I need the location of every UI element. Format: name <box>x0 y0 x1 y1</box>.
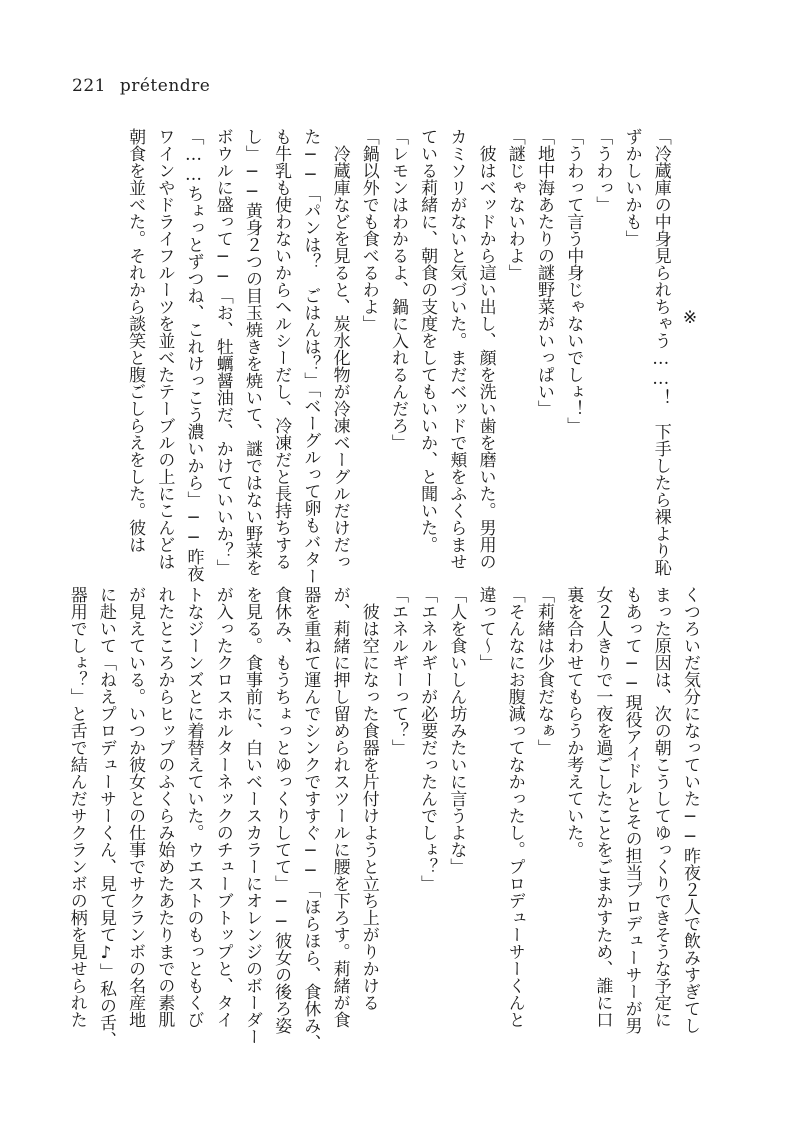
text-line: 「エネルギーって？」 <box>387 586 408 756</box>
text-line: ている莉緒に、朝食の支度をしてもいいか、と聞いた。 <box>417 128 438 553</box>
text-line: 違って～」 <box>475 586 496 671</box>
text-line: が見えている。いつか彼女との仕事でサクランボの名産地 <box>125 586 146 1028</box>
text-line: 「うわって言う中身じゃないでしょ！」 <box>563 128 584 434</box>
text-line: し」──黄身２つの目玉焼きを焼いて、謎ではない野菜を <box>241 128 262 576</box>
text-line: 器を重ねて運んでシンクですすぐ──「ほらほら、食休み、 <box>300 586 321 1051</box>
text-line: 「鍋以外でも食べるわよ」 <box>358 128 379 332</box>
text-line: カミソリがないと気づいた。まだベッドで頬をふくらませ <box>446 128 467 570</box>
text-line: れたところからヒップのふくらみ始めたあたりまでの素肌 <box>154 586 175 1028</box>
text-line: まった原因は、次の朝こうしてゆっくりできそうな予定に <box>650 586 671 1028</box>
text-line: に赴いて「ねえプロデューサーくん、見て見て♪」私の舌、 <box>95 586 116 1048</box>
text-line: 器用でしょ？」と舌で結んだサクランボの柄を見せられた <box>66 586 87 1028</box>
page-number: 221 <box>72 76 106 96</box>
text-line: 「うわっ」 <box>592 128 613 213</box>
text-line: ワインやドライフルーツを並べたテーブルの上にこんどは <box>154 128 175 570</box>
section-separator: ※ <box>680 308 700 328</box>
text-line: ずかしいかも」 <box>621 128 642 247</box>
text-line: 食休み、もうちょっとゆっくりしてて」──彼女の後ろ姿 <box>271 586 292 1034</box>
text-line: を見る。食事前に、白いベースカラーにオレンジのボーダー <box>241 586 262 1045</box>
text-line: 「人を食いしん坊みたいに言うよな」 <box>446 586 467 875</box>
upper-text-block <box>125 128 704 585</box>
text-line: 裏を合わせてもらうか考えていた。 <box>563 586 584 858</box>
lower-text-block <box>66 586 704 1051</box>
text-line: 朝食を並べた。それから談笑と腹ごしらえをした。彼は <box>125 128 146 553</box>
text-line: 「莉緒は少食だなぁ」 <box>533 586 554 756</box>
text-line: が、莉緒に押し留められスツールに腰を下ろす。莉緒が食 <box>329 586 350 1028</box>
text-line: トなジーンズとに着替えていた。ウエストのもっともくび <box>183 586 204 1028</box>
running-title: prétendre <box>119 76 211 96</box>
text-line: 彼はベッドから這い出し、顔を洗い歯を磨いた。男用の <box>475 128 496 570</box>
text-line: 「そんなにお腹減ってなかったし。プロデューサーくんと <box>504 586 525 1028</box>
text-line: た──「パンは？ ごはんは？」「ベーグルって卵もバター <box>300 128 321 585</box>
text-line: 「謎じゃないわよ」 <box>504 128 525 281</box>
page-header <box>72 76 210 96</box>
text-line: くつろいだ気分になっていた──昨夜２人で飲みすぎてし <box>680 586 700 1034</box>
text-line: 「冷蔵庫の中身見られちゃう……！ 下手したら裸より恥 <box>650 128 671 576</box>
text-line: 「エネルギーが必要だったんでしょ？」 <box>417 586 438 892</box>
text-line: 彼は空になった食器を片付けようと立ち上がりかける <box>358 586 379 1011</box>
text-line: 「レモンはわかるよ、鍋に入れるんだろ」 <box>387 128 408 451</box>
text-line: もあって──現役アイドルとその担当プロデューサーが男 <box>621 586 642 1034</box>
text-line: ボウルに盛って──「お、牡蠣醤油だ、かけていいか？」 <box>212 128 233 576</box>
text-line: 冷蔵庫などを見ると、炭水化物が冷凍ベーグルだけだっ <box>329 128 350 570</box>
text-line: も牛乳も使わないからヘルシーだし、冷凍だと長持ちする <box>271 128 292 570</box>
text-line: が入ったクロスホルターネックのチューブトップと、タイ <box>212 586 233 1028</box>
text-line: 女２人きりで一夜を過ごしたことをごまかすため、誰に口 <box>592 586 613 1028</box>
text-line: 「……ちょっとずつね、これけっこう濃いから」──昨夜 <box>183 128 204 582</box>
text-line: 「地中海あたりの謎野菜がいっぱい」 <box>533 128 554 417</box>
